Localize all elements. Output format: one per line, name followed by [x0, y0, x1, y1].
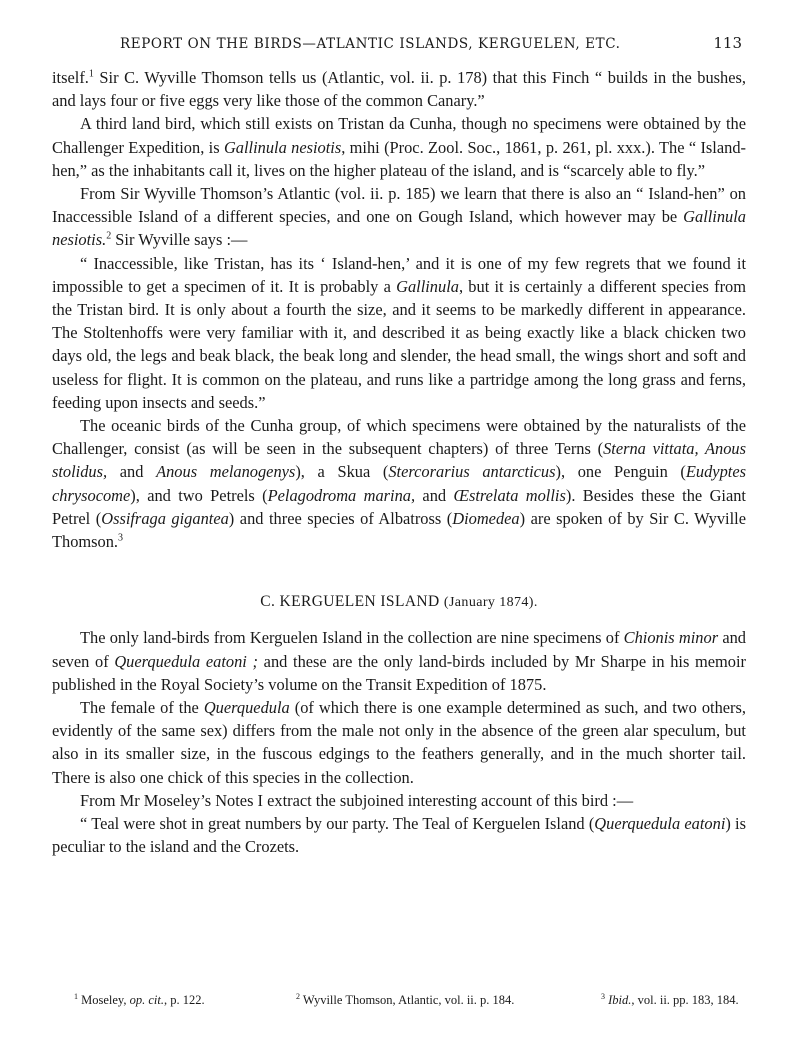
species-name: Sterna vittata, Anous stolidus,	[52, 439, 747, 482]
section-heading	[52, 590, 746, 614]
text-run: and	[107, 462, 157, 482]
text-run: (of which there is one example determined as such, and two others, evidently of the same sex) differs from the male not only in the absence of the green alar speculum, but also in its smaller size, in the fuscous edgings to the feathers generally, and in the much shorter tail. There is also one chick of this species in the collection.	[52, 698, 746, 787]
species-name: Anous melanogenys	[156, 462, 296, 482]
species-name: Eudyptes chrysocome	[52, 462, 746, 505]
paragraph-moseley-notes	[52, 789, 746, 812]
text-run: “ Inaccessible, like Tristan, has its ‘ Island-hen,’ and it is one of my few regrets that we found it impossible to get a specimen of it. It is probably a	[52, 253, 746, 296]
text-run: itself.	[52, 68, 89, 87]
footnote-3	[601, 992, 740, 1008]
text-run: ), one Penguin (	[555, 462, 686, 482]
species-name: Chionis minor	[623, 628, 719, 648]
text-run: The oceanic birds of the Cunha group, of which specimens were obtained by the naturalists of the Challenger, consist (as will be seen in the subsequent chapters) of three Terns (	[52, 416, 746, 459]
text-run: The only land-birds from Kerguelen Island in the collection are nine specimens of	[80, 628, 624, 648]
section-title: C. KERGUELEN ISLAND	[260, 593, 440, 611]
text-run: and	[415, 485, 454, 505]
footnote-ref-2: 2	[106, 230, 112, 242]
text-run: Moseley,	[78, 993, 130, 1008]
running-header	[120, 34, 742, 52]
paragraph-oceanic-birds	[52, 414, 746, 553]
text-run: , vol. ii. pp. 183, 184.	[631, 993, 739, 1008]
footnote-mark: 1	[74, 992, 78, 1001]
text-run: From Mr Moseley’s Notes I extract the subjoined interesting account of this bird :—	[80, 790, 634, 810]
text-run: ) is peculiar to the island and the Crozets.	[52, 814, 746, 857]
text-run: and these are the only land-birds included by Mr Sharpe in his memoir published in the Royal Society’s volume on the Transit Expedition of 1875.	[52, 651, 746, 694]
text-run: ) and three species of Albatross (	[228, 508, 453, 528]
species-name: Gallinula	[396, 276, 459, 296]
species-name: Pelagodroma marina,	[267, 485, 416, 505]
page-number: 113	[713, 34, 742, 52]
section-date: (January 1874).	[443, 595, 538, 611]
paragraph-kerguelen-land-birds	[52, 626, 746, 696]
paragraph-island-hen	[52, 112, 746, 182]
text-run: , but it is certainly a different species from the Tristan bird. It is only about a fourth the size, and it seems to be markedly different in appearance. The Stoltenhoffs were very familiar with it, and described it as being exactly like a black chicken two days old, the legs and beak black, the beak long and slender, the head small, the wings short and soft and useless for flight. It is common on the plateau, and runs like a partridge among the long grass and ferns, feeding upon insects and seeds.”	[52, 276, 746, 412]
quotation-thomson	[52, 252, 746, 414]
species-name: Diomedea	[452, 508, 520, 528]
footnote-mark: 2	[296, 992, 300, 1001]
paragraph-inaccessible-island	[52, 182, 746, 252]
quotation-teal	[52, 812, 746, 858]
text-run: ) are spoken of by Sir C. Wyville Thomson.	[52, 508, 746, 552]
footnotes	[74, 992, 740, 1008]
running-title: REPORT ON THE BIRDS—ATLANTIC ISLANDS, KERGUELEN, ETC.	[120, 36, 621, 52]
text-run: The female of the	[80, 698, 204, 718]
species-name: Ossifraga gigantea	[101, 508, 229, 528]
text-run: “ Teal were shot in great numbers by our party. The Teal of Kerguelen Island (	[80, 814, 595, 834]
text-run: , p. 122.	[164, 993, 205, 1008]
species-name: Querquedula eatoni ;	[114, 651, 258, 671]
footnote-2	[296, 992, 601, 1008]
species-name: Querquedula eatoni	[594, 814, 726, 834]
species-name: Gallinula nesiotis	[223, 137, 342, 157]
species-name: Œstrelata mollis	[453, 485, 566, 505]
paragraph-querquedula-female	[52, 696, 746, 789]
species-name: Querquedula	[203, 698, 290, 718]
text-run: , mihi (Proc. Zool. Soc., 1861, p. 261, pl. xxx.). The “ Island-hen,” as the inhabitants call it, lives on the higher plateau of the island, and is “scarcely able to fly.”	[52, 137, 746, 180]
text-run: Sir C. Wyville Thomson tells us (Atlantic, vol. ii. p. 178) that this Finch “ builds in the bushes, and lays four or five eggs very like those of the common Canary.”	[52, 68, 746, 111]
footnote-mark: 3	[601, 992, 605, 1001]
text-run: Ibid.	[608, 993, 632, 1008]
text-run: ), and two Petrels (	[130, 485, 268, 505]
footnote-1	[74, 992, 296, 1008]
text-run: ), a Skua (	[295, 462, 389, 482]
footnote-ref-1: 1	[88, 68, 94, 80]
text-run: Wyville Thomson, Atlantic, vol. ii. p. 184.	[300, 993, 515, 1008]
species-name: Gallinula nesiotis.	[52, 207, 746, 250]
text-run: From Sir Wyville Thomson’s Atlantic (vol. ii. p. 185) we learn that there is also an “ Island-hen” on Inaccessible Island of a different species, and one on Gough Island, which however may be	[52, 184, 746, 227]
text-run: op. cit.	[129, 993, 164, 1008]
paragraph-finch-continuation	[52, 66, 746, 112]
text-run: and seven of	[52, 628, 747, 671]
text-run: Sir Wyville says :—	[111, 230, 248, 250]
body-text	[52, 66, 746, 859]
footnote-ref-3: 3	[118, 532, 124, 544]
text-run: ). Besides these the Giant Petrel (	[52, 485, 746, 528]
species-name: Stercorarius antarcticus	[388, 462, 556, 482]
text-run: A third land bird, which still exists on Tristan da Cunha, though no specimens were obtained by the Challenger Expedition, is	[52, 114, 746, 157]
